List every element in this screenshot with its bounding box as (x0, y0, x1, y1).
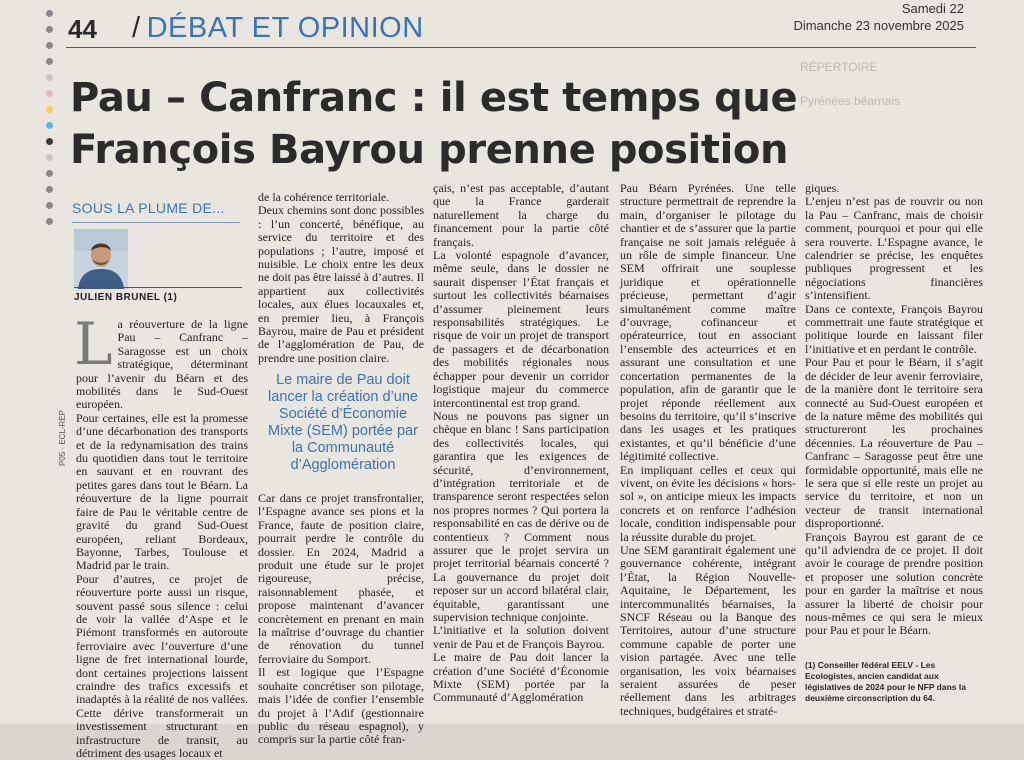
paragraph: Pour d’autres, ce projet de réouverture porte aussi un risque, souvent passé sous silence : celui de voir la vallée d’Aspe et le Piémont transformés en autoroute ferroviaire avec l’ouverture d’une ligne de fret international lourde, dont certaines projections laissent craindre des trafics excessifs et inadaptés à la réalité de nos vallées. Cette dérive transformerait un investissement structurant en infrastructure de transit, au détriment des usages locaux et (76, 571, 248, 760)
date-full: Dimanche 23 novembre 2025 (793, 18, 964, 33)
bleed-through-line: Pyrénées béarnais (800, 94, 901, 108)
paragraph: Le maire de Pau doit lancer la création d’une Société d’Économie Mixte (SEM) portée par la Communauté d’Agglomération (433, 650, 609, 705)
registration-dot (46, 90, 53, 97)
paragraph: Une SEM garantirait également une gouvernance cohérente, intégrant l’État, la Région Nouvelle-Aquitaine, le Département, les intercommunalités béarnaises, la SNCF Réseau ou la Banque des Territoires, autour d’une structure commune capable de porter une vision partagée. Avec une telle organisation, les voix béarnaises seraient assurées de peser réellement dans les arbitrages techniques, budgétaires et straté- (620, 542, 796, 718)
paragraph: giques. (805, 181, 840, 195)
paragraph: de la cohérence territoriale. (258, 190, 390, 204)
author-portrait (74, 229, 128, 289)
side-tag: P05 · ECL-REP (58, 409, 67, 466)
paragraph: L’enjeu n’est pas de rouvrir ou non la Pau – Canfranc, mais de choisir comment, pourquoi et pour qui elle sera rouverte. L’Espagne avance, le calendrier se précise, les enquêtes publiques progressent et les négociations financières s’intensifient. (805, 194, 983, 303)
section-divider: / (132, 12, 141, 44)
column-text (258, 492, 424, 747)
page-number: 44 (68, 14, 97, 44)
registration-dot (46, 58, 53, 65)
registration-dot (46, 186, 53, 193)
author-footnote: (1) Conseiller fédéral EELV - Les Ecologistes, ancien candidat aux législatives de 2024 pour le NFP dans la deuxième circonscription du 64. (805, 660, 966, 703)
registration-dot (46, 202, 53, 209)
paragraph: çais, n’est pas acceptable, d’autant que la France garderait naturellement la charge du financement pour la partie côté français. (433, 181, 609, 249)
paragraph: Dans ce contexte, François Bayrou commettrait une faute stratégique et politique lourde en laissant filer l’initiative et en perdant le contrôle. (805, 301, 983, 356)
paragraph: En impliquant celles et ceux qui vivent, on évite les décisions « hors-sol », on anticipe mieux les impacts concrets et on renforce l’adhésion locale, condition indispensable pour la réussite durable du projet. (620, 462, 796, 544)
dateline (793, 0, 964, 34)
paragraph: La volonté espagnole d’avancer, même seule, dans le dossier ne saurait dispenser l’État français et surtout les collectivités béarnaises d’assumer pleinement leurs responsabilités stratégiques. Le risque de voir un projet de transport de passagers et de décarbonation des mobilités régionales nous échapper pour devenir un corridor logistique majeur du commerce intercontinental est trop grand. (433, 248, 609, 410)
date-day: Samedi 22 (901, 1, 964, 16)
drop-cap: L (74, 310, 113, 378)
registration-dot (46, 170, 53, 177)
registration-dot (46, 74, 53, 81)
paragraph: L’initiative et la solution doivent venir de Pau et de François Bayrou. (433, 623, 609, 651)
registration-dot (46, 122, 53, 129)
column-text (805, 182, 983, 638)
article-column-2-continued (258, 492, 424, 747)
registration-dot (46, 218, 53, 225)
registration-dots (46, 10, 56, 234)
column-text (258, 191, 424, 365)
registration-dot (46, 106, 53, 113)
column-text (74, 310, 248, 760)
section-label: DÉBAT ET OPINION (146, 12, 424, 44)
paragraph: Deux chemins sont donc possibles : l’un concerté, bénéfique, au service du territoire et des populations ; l’autre, imposé et nuisible. Le choix entre les deux ne doit pas être laissé à d’autres. Il appartient aux collectivités locales, aux élues locauxales et, en premier lieu, à François Bayrou, maire de Pau et président de l’agglomération de Pau, de prendre une position claire. (258, 203, 424, 365)
pull-quote: Le maire de Pau doit lancer la création d’une Société d’Économie Mixte (SEM) portée par la Communauté d’Agglomération (268, 372, 418, 473)
author-rule (74, 287, 242, 288)
headline: Pau – Canfranc : il est temps que François Bayrou prenne position (70, 75, 798, 173)
bleed-through-line: RÉPERTOIRE (800, 60, 878, 74)
paragraph: Car dans ce projet transfrontalier, l’Espagne avance ses pions et la France, faute de position claire, pourrait perdre le contrôle du dossier. En 2024, Madrid a produit une étude sur le projet rigoureuse, précise, raisonnablement phasée, et propose maintenant d’avancer concrètement en prenant en main la maîtrise d’ouvrage du chantier de rénovation du tunnel ferroviaire du Somport. (258, 491, 424, 666)
article-column-4 (620, 182, 796, 718)
registration-dot (46, 154, 53, 161)
registration-dot (46, 26, 53, 33)
article-column-3 (433, 182, 609, 705)
author-photo-icon (74, 229, 128, 289)
paragraph: Pour Pau et pour le Béarn, il s’agit de décider de leur avenir ferroviaire, de la manière dont le territoire sera connecté au Sud-Ouest européen et de la nature même des mobilités qui structureront les prochaines décennies. La réouverture de Pau – Canfranc – Saragosse peut être une formidable opportunité, mais elle ne le sera que si elle reste un projet au service du territoire, et non un vecteur de transit international disproportionné. (805, 355, 983, 531)
article-column-5 (805, 182, 983, 638)
paragraph: a réouverture de la ligne Pau – Canfranc – Saragosse est un choix stratégique, déterminant pour l’avenir du Béarn et des mobilités dans le Sud-Ouest européen. (76, 317, 248, 412)
registration-dot (46, 42, 53, 49)
column-text (620, 182, 796, 718)
paragraph: François Bayrou est garant de ce qu’il adviendra de ce projet. Il doit avoir le courage de prendre position et proposer une solution concrète pour en garder la maîtrise et nous assurer la liberté de choisir pour nous-mêmes ce qui sera le mieux pour Pau et pour le Béarn. (805, 529, 983, 638)
paragraph: Nous ne pouvons pas signer un chèque en blanc ! Sans participation des collectivités locales, qui garantira que les exigences de sécurité, d’environnement, d’intégration territoriale et de transparence seront respectées selon nos propres normes ? Qui portera la responsabilité en cas de dérive ou de contentieux ? Comment nous assurer que le projet servira un projet territorial béarnais concerté ? La gouvernance du projet doit reposer sur un accord bilatéral clair, équitable, garantissant une supervision technique conjointe. (433, 408, 609, 624)
header-rule (66, 47, 976, 48)
paragraph: Pau Béarn Pyrénées. Une telle structure permettrait de reprendre la main, d’organiser le pilotage du chantier et de s’assurer que la partie française ne soit jamais reléguée à un rôle de simple financeur. Une SEM offrirait une souplesse juridique et opérationnelle précieuse, permettant d’agir simultanément comme maître d’ouvrage, cofinanceur et opérateurrice, tout en associant l’ensemble des acteurrices et en assurant une consultation et une concertation permanentes de la population, afin de garantir que le projet réponde réellement aux besoins du territoire, qu’il s’inscrive dans les usages et les pratiques existantes, et qu’il bénéficie d’une légitimité collective. (620, 181, 796, 464)
article-column-1 (74, 310, 248, 760)
byline-kicker: SOUS LA PLUME DE... (72, 200, 225, 216)
paragraph: Il est logique que l’Espagne souhaite concrétiser son pilotage, mais l’idée de confier l’ensemble du projet à l’Adif (gestionnaire public du réseau espagnol), y compris sur la partie côté fran- (258, 665, 424, 747)
article-column-2 (258, 191, 424, 365)
column-text (433, 182, 609, 705)
author-name: JULIEN BRUNEL (1) (74, 292, 178, 303)
registration-dot (46, 138, 53, 145)
registration-dot (46, 10, 53, 17)
kicker-rule (72, 222, 240, 223)
section-title (132, 12, 424, 45)
bleed-through-text (800, 60, 900, 108)
paragraph: Pour certaines, elle est la promesse d’une décarbonation des transports et de la redynamisation des trains du quotidien dans tout le territoire en sauvant et en rouvrant des petites gares dans tout le Béarn. La réouverture de la ligne pourrait faire de Pau le véritable centre de gravité du grand Sud-Ouest européen, reliant Bordeaux, Bayonne, Tarbes, Toulouse et Madrid par le train. (76, 410, 248, 573)
